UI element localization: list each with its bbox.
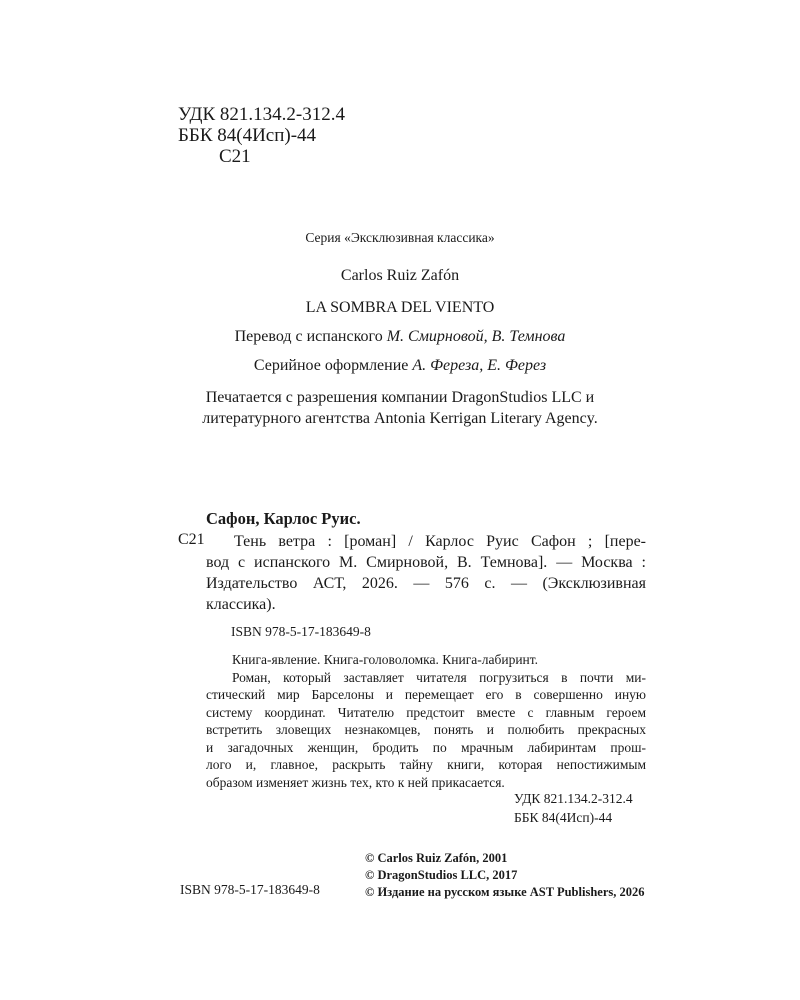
permission-notice: [0, 387, 800, 429]
series-line: Серия «Эксклюзивная классика»: [305, 230, 495, 245]
annotation-line: стический мир Барселоны и перемещает его в совершенно иную: [206, 687, 646, 702]
bbk-code-secondary: ББК 84(4Исп)-44: [514, 810, 613, 825]
annotation: [206, 651, 646, 791]
annotation-line: лого и, главное, раскрыть тайну книги, которая непостижимым: [206, 757, 646, 772]
original-author: Carlos Ruiz Zafón: [340, 267, 460, 284]
translation-prefix: Перевод с испанского: [234, 328, 383, 345]
copyright-line: © Издание на русском языке AST Publishers, 2026: [365, 885, 645, 899]
biblio-line: Тень ветра : [роман] / Карлос Руис Сафон ; [пере-: [234, 533, 646, 550]
annotation-line: образом изменяет жизнь тех, кто к ней прикасается.: [206, 774, 505, 790]
biblio-line: Издательство АСТ, 2026. — 576 с. — (Эксклюзивная: [206, 575, 646, 592]
designer-names: А. Фереза, Е. Ферез: [412, 357, 547, 374]
copyright-line: © DragonStudios LLC, 2017: [365, 868, 518, 882]
udk-code-secondary: УДК 821.134.2-312.4: [514, 791, 633, 806]
biblio-line: вод с испанского М. Смирновой, В. Темнова]. — Москва :: [206, 554, 646, 571]
bibliographic-description: [206, 531, 646, 615]
copyright-line: © Carlos Ruiz Zafón, 2001: [365, 851, 508, 865]
translator-names: М. Смирновой, В. Темнова: [386, 328, 566, 345]
annotation-line: встретить зловещих незнакомцев, понять и полюбить прекрасных: [206, 722, 646, 737]
permission-line-2: литературного агентства Antonia Kerrigan Literary Agency.: [202, 410, 598, 427]
design-credit: [0, 357, 800, 375]
design-prefix: Серийное оформление: [253, 357, 409, 374]
original-title: LA SOMBRA DEL VIENTO: [305, 299, 495, 316]
bbk-code: ББК 84(4Исп)-44: [178, 125, 317, 146]
catalog-heading: Сафон, Карлос Руис.: [206, 509, 361, 528]
annotation-line: систему координат. Читателю предстоит вместе с главным героем: [206, 704, 646, 720]
author-mark: С21: [219, 146, 251, 167]
annotation-line: Книга-явление. Книга-головоломка. Книга-лабиринт.: [232, 652, 539, 667]
catalog-isbn: ISBN 978-5-17-183649-8: [231, 624, 371, 639]
biblio-line: классика).: [206, 596, 276, 613]
translation-credit: [0, 328, 800, 346]
annotation-line: Роман, который заставляет читателя погрузиться в почти ми-: [232, 669, 646, 685]
annotation-line: и загадочных женщин, бродить по мрачным лабиринтам прош-: [206, 739, 646, 755]
udk-code: УДК 821.134.2-312.4: [178, 104, 345, 125]
catalog-mark: С21: [178, 531, 205, 548]
permission-line-1: Печатается с разрешения компании DragonStudios LLC и: [205, 389, 595, 406]
isbn-bottom: ISBN 978-5-17-183649-8: [180, 882, 320, 897]
